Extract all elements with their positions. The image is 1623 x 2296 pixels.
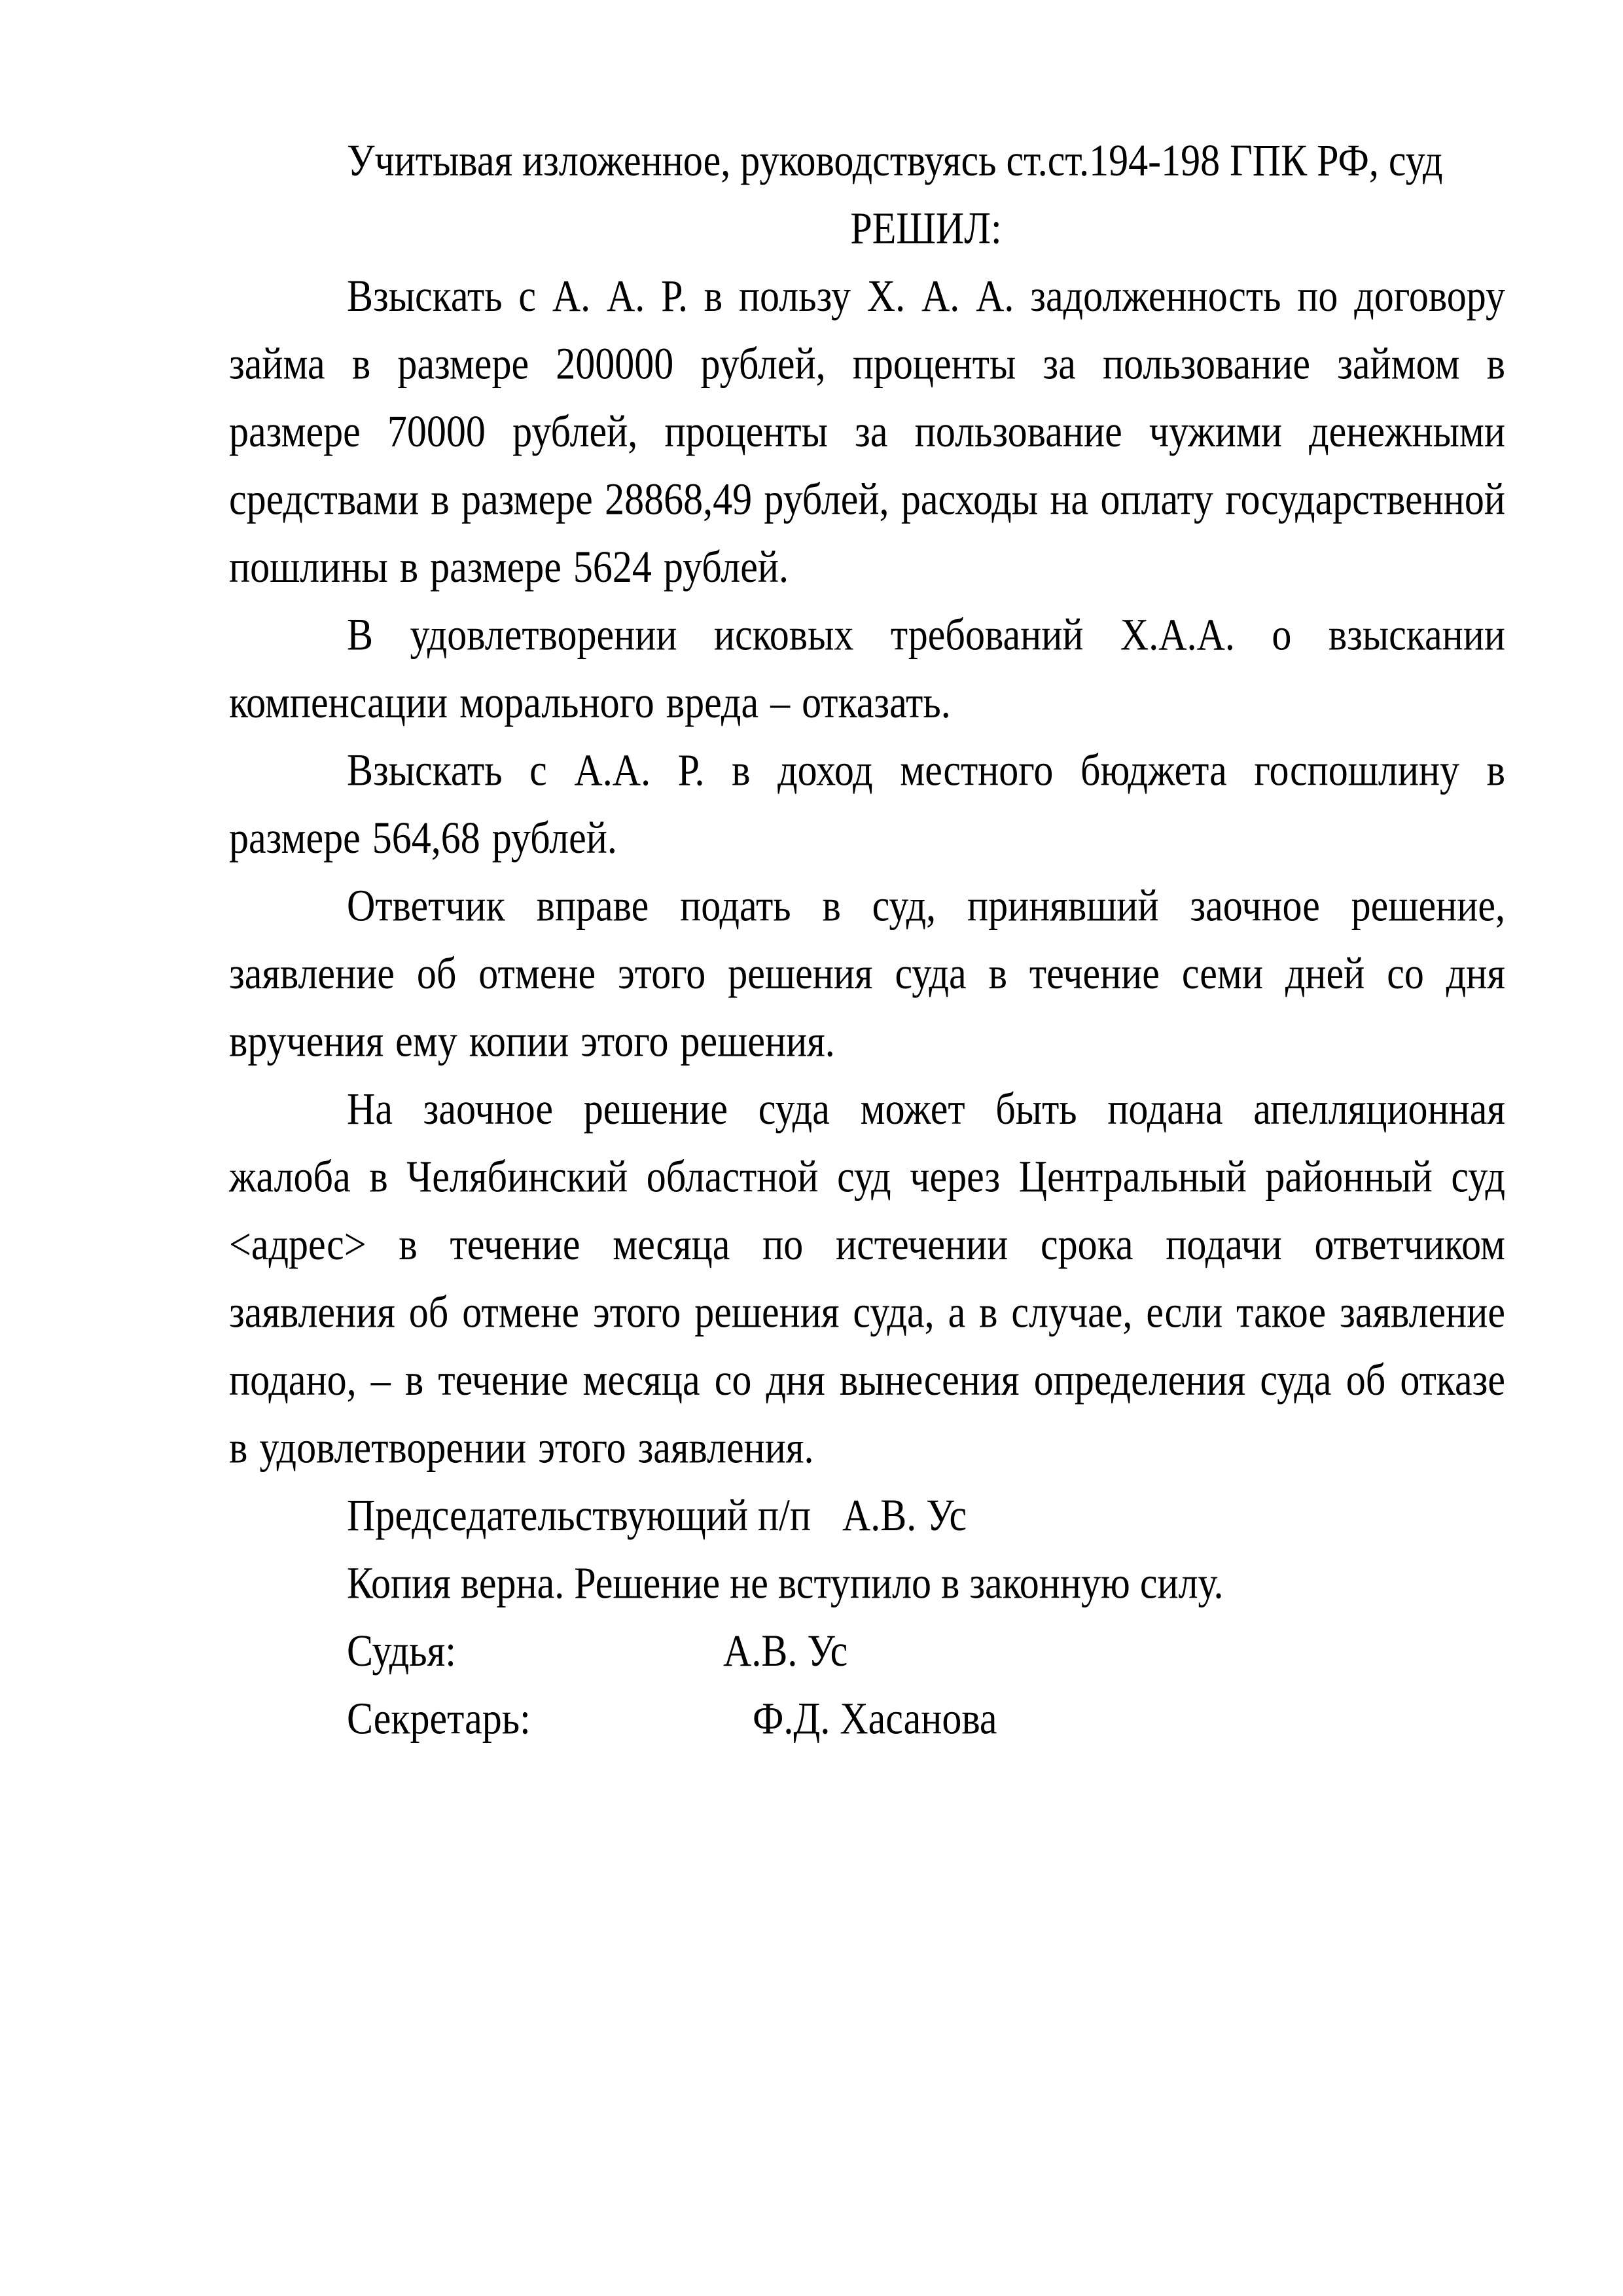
body-paragraph-debt-recovery: Взыскать с А. А. Р. в пользу Х. А. А. задолженность по договору займа в размере 200000 рублей, проценты за пользование займом в размере 70000 рублей, проценты за пользование чужими денежными средствами в размере 28868,49 рублей, расходы на оплату государственной пошлины в размере 5624 рублей. xyxy=(229,270,1505,592)
signature-line-presiding xyxy=(229,1481,1505,1549)
intro-line: Учитывая изложенное, руководствуясь ст.ст.194-198 ГПК РФ, суд xyxy=(347,135,1443,185)
secretary-name: Ф.Д. Хасанова xyxy=(753,1693,997,1744)
judge-label: Судья: xyxy=(347,1625,456,1676)
body-paragraph-appeal-procedure: На заочное решение суда может быть подана апелляционная жалоба в Челябинский областной суд через Центральный районный суд <адрес> в течение месяца по истечении срока подачи ответчиком заявления об отмене этого решения суда, а в случае, если такое заявление подано, – в течение месяца со дня вынесения определения суда об отказе в удовлетворении этого заявления. xyxy=(229,1083,1505,1473)
body-paragraph-moral-damages-denied: В удовлетворении исковых требований Х.А.А. о взыскании компенсации морального вреда – отказать. xyxy=(229,609,1505,727)
copy-note-line: Копия верна. Решение не вступило в законную силу. xyxy=(347,1558,1224,1608)
judge-name: А.В. Ус xyxy=(723,1625,848,1676)
secretary-label: Секретарь: xyxy=(347,1693,531,1744)
body-paragraph-defendant-right: Ответчик вправе подать в суд, принявший заочное решение, заявление об отмене этого решения суда в течение семи дней со дня вручения ему копии этого решения. xyxy=(229,880,1505,1066)
presiding-pp-mark: п/п xyxy=(758,1490,811,1540)
presiding-name: А.В. Ус xyxy=(842,1490,967,1540)
body-paragraph-state-duty: Взыскать с А.А. Р. в доход местного бюджета госпошлину в размере 564,68 рублей. xyxy=(229,745,1505,863)
signature-line-secretary xyxy=(229,1685,1505,1753)
resolution-heading: РЕШИЛ: xyxy=(850,203,1002,253)
signature-line-judge xyxy=(229,1617,1505,1685)
presiding-label: Председательствующий xyxy=(347,1490,749,1540)
court-decision-text xyxy=(229,126,1505,1752)
